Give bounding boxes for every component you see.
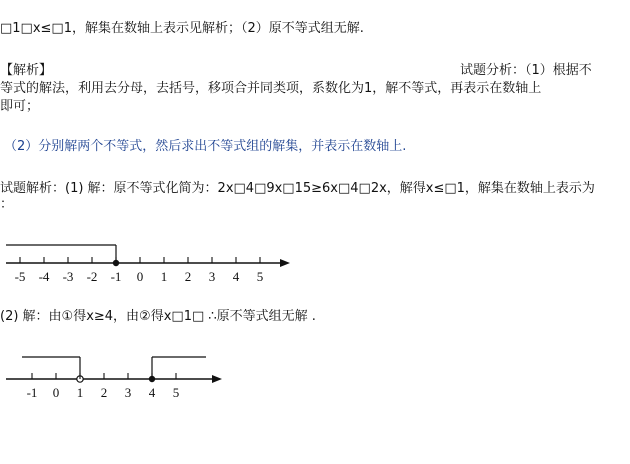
number-line-2-arrow bbox=[212, 375, 222, 383]
number-line-2-tick-label: 0 bbox=[52, 385, 60, 400]
analysis-header: 【解析】 bbox=[0, 63, 53, 78]
number-line-1-tick-label: 0 bbox=[136, 269, 144, 284]
analysis-label: 试题分析：（1）根据不 bbox=[460, 63, 592, 78]
number-line-2-tick-label: -1 bbox=[26, 385, 38, 400]
number-line-2 bbox=[0, 352, 240, 402]
number-line-1-tick-label: -3 bbox=[62, 269, 74, 284]
analysis-line-3: 即可； bbox=[0, 99, 40, 114]
number-line-2-tick-label: 2 bbox=[100, 385, 108, 400]
number-line-1-tick-label: -1 bbox=[110, 269, 122, 284]
analysis-line-2: 等式的解法，利用去分母，去括号，移项合并同类项，系数化为1，解不等式，再表示在数轴上 bbox=[0, 81, 542, 96]
number-line-2-tick-label: 5 bbox=[172, 385, 180, 400]
number-line-2-tick-label: 4 bbox=[148, 385, 156, 400]
number-line-1 bbox=[0, 236, 300, 286]
number-line-2-tick-label: 3 bbox=[124, 385, 132, 400]
number-line-1-tick-label: 4 bbox=[232, 269, 240, 284]
number-line-1-tick-label: 3 bbox=[208, 269, 216, 284]
solution-line-2: (2) 解：由①得x≥4，由②得x□1□ ∴原不等式组无解 . bbox=[0, 309, 316, 324]
number-line-1-tick-label: 2 bbox=[184, 269, 192, 284]
number-line-1-arrow bbox=[280, 259, 290, 267]
number-line-1-tick-label: 1 bbox=[160, 269, 168, 284]
answer-line: □1□x≤□1，解集在数轴上表示见解析；（2）原不等式组无解. bbox=[0, 21, 364, 36]
number-line-1-tick-label: -5 bbox=[14, 269, 26, 284]
part2-analysis: （2）分别解两个不等式，然后求出不等式组的解集，并表示在数轴上. bbox=[4, 139, 407, 154]
solution-line-1-cont: ： bbox=[0, 197, 14, 212]
number-line-1-tick-label: -2 bbox=[86, 269, 98, 284]
solution-line-1: 试题解析：(1) 解：原不等式化简为：2x□4□9x□15≥6x□4□2x，解得x≤□1，解集在数轴上表示为 bbox=[0, 181, 595, 196]
number-line-2-tick-label: 1 bbox=[76, 385, 84, 400]
number-line-1-tick-label: 5 bbox=[256, 269, 264, 284]
number-line-1-tick-label: -4 bbox=[38, 269, 50, 284]
